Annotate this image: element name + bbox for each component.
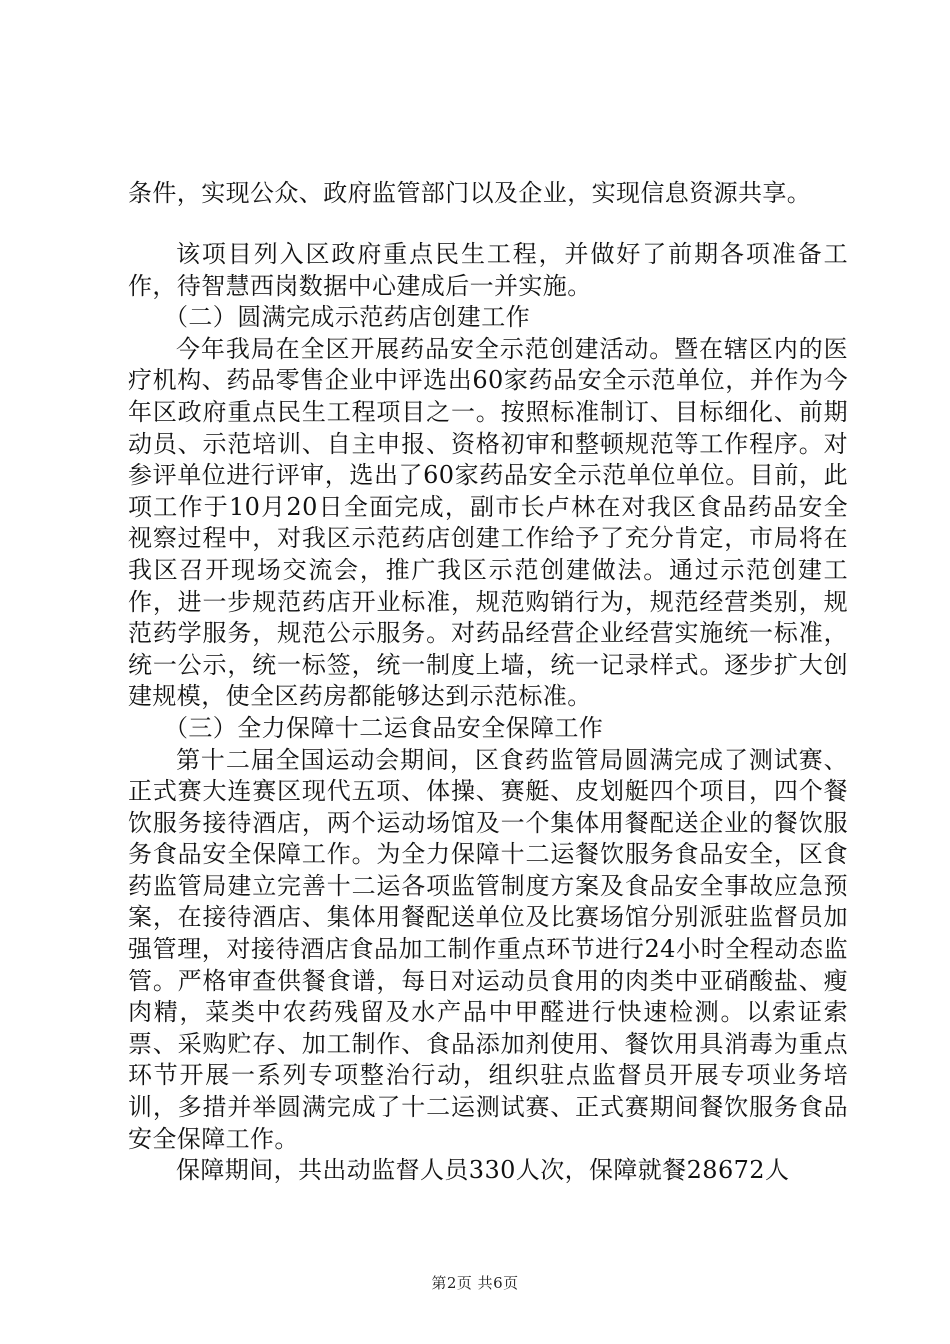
- continuation-line: 条件，实现公众、政府监管部门以及企业，实现信息资源共享。: [128, 179, 812, 207]
- section-heading-3: （三）全力保障十二运食品安全保障工作: [164, 713, 604, 742]
- paragraph-pharmacy-demo: 今年我局在全区开展药品安全示范创建活动。暨在辖区内的医疗机构、药品零售企业中评选出60家药品安全示范单位，并作为今年区政府重点民生工程项目之一。按照标准制订、目标细化、前期动员、示范培训、自主申报、资格初审和整顿规范等工作程序。对参评单位进行评审，选出了60家药品安全示范单位单位。目前，此项工作于10月20日全面完成，副市长卢林在对我区食品药品安全视察过程中，对我区示范药店创建工作给予了充分肯定，市局将在我区召开现场交流会，推广我区示范创建做法。通过示范创建工作，进一步规范药店开业标准，规范购销行为，规范经营类别，规范药学服务，规范公示服务。对药品经营企业经营实施统一标准，统一公示，统一标签，统一制度上墙，统一记录样式。逐步扩大创建规模，使全区药房都能够达到示范标准。: [128, 334, 848, 711]
- page-number-footer: 第2页 共6页: [431, 1274, 519, 1292]
- paragraph-statistics: 保障期间，共出动监督人员330人次，保障就餐28672人: [176, 1156, 790, 1185]
- paragraph-games-safety: 第十二届全国运动会期间，区食药监管局圆满完成了测试赛、正式赛大连赛区现代五项、体操、赛艇、皮划艇四个项目，四个餐饮服务接待酒店，两个运动场馆及一个集体用餐配送企业的餐饮服务食品安全保障工作。为全力保障十二运餐饮服务食品安全，区食药监管局建立完善十二运各项监管制度方案及食品安全事故应急预案，在接待酒店、集体用餐配送单位及比赛场馆分别派驻监督员加强管理，对接待酒店食品加工制作重点环节进行24小时全程动态监管。严格审查供餐食谱，每日对运动员食用的肉类中亚硝酸盐、瘦肉精，菜类中农药残留及水产品中甲醛进行快速检测。以索证索票、采购贮存、加工制作、食品添加剂使用、餐饮用具消毒为重点环节开展一系列专项整治行动，组织驻点监督员开展专项业务培训，多措并举圆满完成了十二运测试赛、正式赛期间餐饮服务食品安全保障工作。: [128, 745, 848, 1153]
- section-heading-2: （二）圆满完成示范药店创建工作: [164, 303, 530, 332]
- document-body: [128, 239, 848, 1187]
- paragraph-project-status: 该项目列入区政府重点民生工程，并做好了前期各项准备工作，待智慧西岗数据中心建成后一并实施。: [128, 240, 848, 300]
